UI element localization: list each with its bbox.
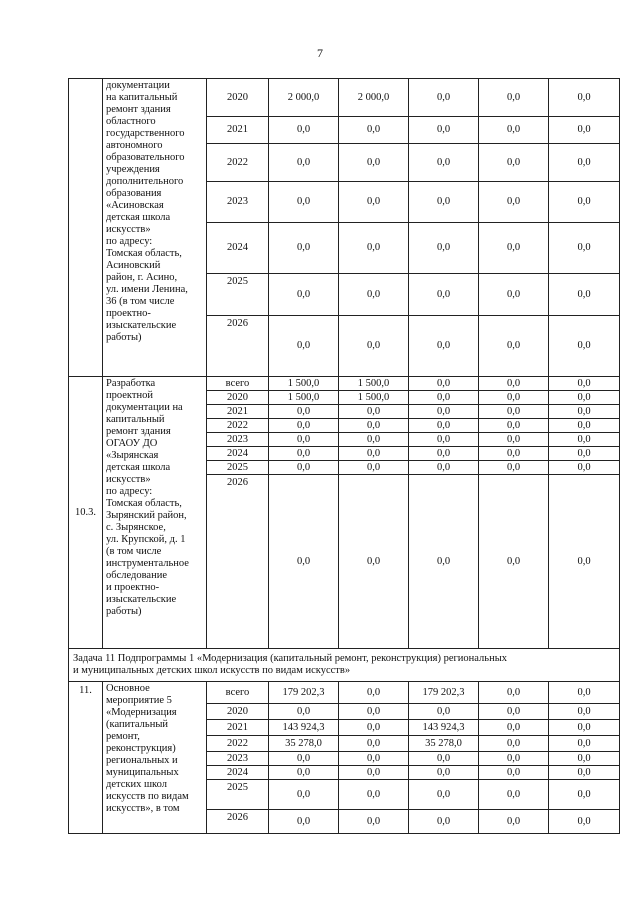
year-cell: 2021 [207,405,269,419]
value-cell: 0,0 [269,433,339,447]
value-cell: 0,0 [549,766,620,780]
value-cell: 0,0 [339,144,409,182]
value-cell: 0,0 [269,419,339,433]
value-cell: 0,0 [339,475,409,649]
value-cell: 0,0 [269,447,339,461]
value-cell: 0,0 [549,274,620,316]
value-cell: 2 000,0 [339,79,409,117]
value-cell: 0,0 [409,752,479,766]
value-cell: 0,0 [339,117,409,144]
value-cell: 0,0 [479,377,549,391]
value-cell: 0,0 [479,223,549,274]
year-cell: 2024 [207,223,269,274]
value-cell: 0,0 [409,766,479,780]
value-cell: 0,0 [269,810,339,834]
year-cell: 2021 [207,720,269,736]
value-cell: 0,0 [269,274,339,316]
task-row [69,649,620,682]
value-cell: 0,0 [269,780,339,810]
value-cell: 0,0 [409,223,479,274]
year-cell: 2023 [207,182,269,223]
value-cell: 0,0 [479,433,549,447]
value-cell: 0,0 [409,780,479,810]
value-cell: 143 924,3 [269,720,339,736]
value-cell: 0,0 [409,419,479,433]
table-row [69,682,620,704]
value-cell: 0,0 [339,720,409,736]
value-cell: 0,0 [409,391,479,405]
year-cell: 2022 [207,419,269,433]
value-cell: 0,0 [549,117,620,144]
value-cell: 0,0 [549,736,620,752]
value-cell: 0,0 [409,433,479,447]
value-cell: 0,0 [409,405,479,419]
value-cell: 1 500,0 [339,377,409,391]
description-cell: документации на капитальный ремонт здания областного государственного автономного образовательного учреждения дополнительного образования «Асиновская детская школа искусств» по адресу: Томская область, Асиновский район, г. Асино, ул. имени Ленина, 36 (в том числе проектно- изыскательские работы) [103,79,207,377]
value-cell: 0,0 [479,461,549,475]
value-cell: 0,0 [409,447,479,461]
value-cell: 0,0 [269,316,339,377]
value-cell: 0,0 [479,405,549,419]
year-cell: 2025 [207,461,269,475]
year-cell: 2024 [207,766,269,780]
value-cell: 0,0 [549,316,620,377]
value-cell: 1 500,0 [269,391,339,405]
value-cell: 0,0 [339,447,409,461]
year-cell: 2022 [207,144,269,182]
value-cell: 0,0 [549,419,620,433]
value-cell: 0,0 [549,79,620,117]
value-cell: 0,0 [479,736,549,752]
value-cell: 0,0 [269,223,339,274]
value-cell: 0,0 [339,405,409,419]
year-cell: 2020 [207,79,269,117]
value-cell: 0,0 [339,433,409,447]
value-cell: 0,0 [339,780,409,810]
year-cell: 2026 [207,316,269,377]
value-cell: 0,0 [409,117,479,144]
table-row [69,79,620,117]
value-cell: 0,0 [269,405,339,419]
year-cell: 2020 [207,704,269,720]
value-cell: 0,0 [549,391,620,405]
index-cell [69,79,103,377]
value-cell: 179 202,3 [409,682,479,704]
value-cell: 1 500,0 [269,377,339,391]
value-cell: 0,0 [409,144,479,182]
value-cell: 0,0 [479,475,549,649]
value-cell: 0,0 [409,182,479,223]
value-cell: 0,0 [479,274,549,316]
value-cell: 0,0 [549,720,620,736]
task-heading: Задача 11 Подпрограммы 1 «Модернизация (капитальный ремонт, реконструкция) региональных и муниципальных детских школ искусств по видам искусств» [69,649,620,682]
value-cell: 0,0 [339,316,409,377]
value-cell: 0,0 [339,704,409,720]
value-cell: 0,0 [549,377,620,391]
year-cell: 2026 [207,475,269,649]
value-cell: 2 000,0 [269,79,339,117]
year-cell: 2023 [207,433,269,447]
description-cell: Разработка проектной документации на капитальный ремонт здания ОГАОУ ДО «Зырянская детская школа искусств» по адресу: Томская область, Зырянский район, с. Зырянское, ул. Крупской, д. 1 (в том числе инструментальное обследование и проектно- изыскательские работы) [103,377,207,649]
year-cell: 2023 [207,752,269,766]
value-cell: 0,0 [409,377,479,391]
value-cell: 0,0 [339,274,409,316]
index-cell: 10.3. [69,377,103,649]
value-cell: 0,0 [479,419,549,433]
value-cell: 0,0 [549,461,620,475]
value-cell: 0,0 [409,461,479,475]
value-cell: 0,0 [339,766,409,780]
value-cell: 179 202,3 [269,682,339,704]
value-cell: 0,0 [409,704,479,720]
budget-table [68,78,620,834]
value-cell: 0,0 [549,182,620,223]
value-cell: 0,0 [339,182,409,223]
value-cell: 0,0 [479,810,549,834]
value-cell: 0,0 [479,79,549,117]
value-cell: 0,0 [409,316,479,377]
value-cell: 0,0 [339,736,409,752]
value-cell: 0,0 [269,475,339,649]
value-cell: 0,0 [479,391,549,405]
value-cell: 0,0 [479,720,549,736]
value-cell: 0,0 [269,461,339,475]
description-cell: Основное мероприятие 5 «Модернизация (капитальный ремонт, реконструкция) региональных и муниципальных детских школ искусств по видам искусств», в том [103,682,207,834]
year-cell: всего [207,682,269,704]
value-cell: 0,0 [549,704,620,720]
value-cell: 0,0 [549,810,620,834]
value-cell: 0,0 [269,182,339,223]
value-cell: 0,0 [339,810,409,834]
value-cell: 0,0 [269,117,339,144]
table-row [69,377,620,391]
value-cell: 0,0 [479,117,549,144]
year-cell: всего [207,377,269,391]
year-cell: 2025 [207,780,269,810]
value-cell: 35 278,0 [409,736,479,752]
year-cell: 2025 [207,274,269,316]
value-cell: 0,0 [269,752,339,766]
value-cell: 0,0 [409,274,479,316]
value-cell: 0,0 [479,182,549,223]
year-cell: 2021 [207,117,269,144]
value-cell: 0,0 [549,433,620,447]
value-cell: 0,0 [409,810,479,834]
value-cell: 0,0 [339,461,409,475]
value-cell: 0,0 [479,316,549,377]
value-cell: 0,0 [479,447,549,461]
value-cell: 0,0 [479,704,549,720]
value-cell: 0,0 [339,223,409,274]
value-cell: 0,0 [549,144,620,182]
value-cell: 0,0 [549,682,620,704]
value-cell: 143 924,3 [409,720,479,736]
value-cell: 0,0 [339,419,409,433]
value-cell: 0,0 [549,752,620,766]
value-cell: 0,0 [339,682,409,704]
value-cell: 0,0 [479,144,549,182]
value-cell: 0,0 [409,475,479,649]
value-cell: 0,0 [479,752,549,766]
year-cell: 2026 [207,810,269,834]
value-cell: 0,0 [479,682,549,704]
index-cell: 11. [69,682,103,834]
value-cell: 0,0 [269,704,339,720]
value-cell: 0,0 [479,766,549,780]
value-cell: 0,0 [409,79,479,117]
value-cell: 0,0 [549,780,620,810]
value-cell: 0,0 [549,223,620,274]
value-cell: 0,0 [269,766,339,780]
year-cell: 2022 [207,736,269,752]
value-cell: 0,0 [549,447,620,461]
value-cell: 0,0 [549,405,620,419]
value-cell: 0,0 [339,752,409,766]
year-cell: 2024 [207,447,269,461]
year-cell: 2020 [207,391,269,405]
value-cell: 0,0 [479,780,549,810]
value-cell: 1 500,0 [339,391,409,405]
page-number: 7 [317,46,323,60]
value-cell: 0,0 [269,144,339,182]
value-cell: 35 278,0 [269,736,339,752]
value-cell: 0,0 [549,475,620,649]
